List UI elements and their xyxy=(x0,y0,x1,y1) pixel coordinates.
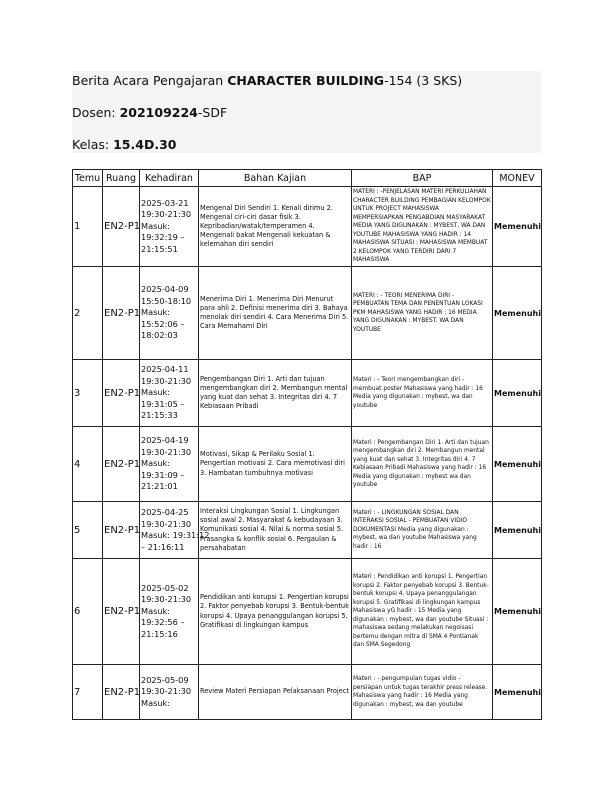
kehadiran-line: 2025-04-11 xyxy=(141,364,189,375)
table-row xyxy=(73,427,542,502)
column-header-monev: MONEV xyxy=(493,170,542,187)
kehadiran-line: 19:30-21:30 xyxy=(141,686,192,697)
kehadiran-line: Masuk: xyxy=(141,605,171,616)
cell-bahan-kajian: Interaksi Lingkungan Sosial 1. Lingkungan sosial awal 2. Masyarakat & kebudayaan 3. Komunikasi sosial 4. Nilai & norma sosial 5. Prasangka & konflik sosial 6. Pergaulan & persahabatan xyxy=(199,502,352,559)
table-row xyxy=(73,502,542,559)
table-row xyxy=(73,360,542,427)
column-header-temu: Temu xyxy=(73,170,103,187)
cell-monev: Memenuhi xyxy=(493,187,542,267)
kehadiran-line: 19:32:56 – xyxy=(141,617,185,628)
kehadiran-line: Masuk: xyxy=(141,307,171,318)
cell-bap: Materi : Pendidikan anti korupsi 1. Pengertian korupsi 2. Faktor penyebab korupsi 3. Bentuk-bentuk korupsi 4. Upaya penanggulangan korupsi 5. Gratifikasi di lingkungan kampus Mahasiswa yG hadir : 15 Media yang digunakan : mybest, wa dan youtube Situasi : mahasiswa sedang melakukan negoisasi bertemu dengan mitra di SMA 4 Pontianak dan SMA Segedong xyxy=(352,559,493,665)
cell-bahan-kajian: Mengenal Diri Sendiri 1. Kenali dirimu 2. Mengenal ciri-ciri dasar fisik 3. Kepribadian/watak/temperamen 4. Mengenali bakat Mengenali kekuatan & kelemahan diri sendiri xyxy=(199,187,352,267)
cell-monev: Memenuhi xyxy=(493,427,542,502)
cell-kehadiran xyxy=(140,502,210,559)
cell-temu: 4 xyxy=(73,427,103,502)
class-line: Kelas: 15.4D.30 xyxy=(72,137,177,152)
column-header-bahan-kajian: Bahan Kajian xyxy=(199,170,352,187)
cell-bap: Materi : - pengumpulan tugas vidio - persiapan untuk tugas terakhir press release. Mahasiswa yang hadir : 16 Media yang digunakan : mybest, wa dan youtube xyxy=(352,665,493,720)
cell-monev: Memenuhi xyxy=(493,360,542,427)
cell-kehadiran xyxy=(140,187,199,267)
kehadiran-line: 15:50-18:10 xyxy=(141,295,192,306)
cell-ruang: EN2-P1 xyxy=(103,427,140,502)
table-row xyxy=(73,665,542,720)
cell-temu: 5 xyxy=(73,502,103,559)
kehadiran-line: 2025-03-21 xyxy=(141,197,189,208)
lecturer-line: Dosen: 202109224-SDF xyxy=(72,105,228,120)
table-header-row xyxy=(73,170,542,187)
kehadiran-line: 19:30-21:30 xyxy=(141,375,192,386)
kehadiran-line: 19:32:19 – xyxy=(141,232,185,243)
column-header-kehadiran: Kehadiran xyxy=(140,170,199,187)
cell-bap: Materi : - Teori mengembangkan diri - membuat poster Mahasiswa yang hadir : 16 Media yang digunakan : mybest, wa dan youtube xyxy=(352,360,493,427)
kehadiran-line: 21:15:33 xyxy=(141,410,178,421)
cell-monev: Memenuhi xyxy=(493,267,542,360)
cell-ruang: EN2-P1 xyxy=(103,187,140,267)
kehadiran-line: 2025-05-09 xyxy=(141,674,189,685)
kehadiran-line: 19:30-21:30 xyxy=(141,446,192,457)
kehadiran-line: Masuk: 19:31:12 xyxy=(141,530,210,540)
kehadiran-line: 18:02:03 xyxy=(141,330,178,341)
kehadiran-line: 21:15:51 xyxy=(141,243,178,254)
cell-kehadiran xyxy=(140,665,199,720)
table-row xyxy=(73,187,542,267)
kehadiran-line: Masuk: xyxy=(141,458,171,469)
cell-temu: 3 xyxy=(73,360,103,427)
column-header-ruang: Ruang xyxy=(103,170,140,187)
kehadiran-line: 19:30-21:30 xyxy=(141,594,192,605)
cell-kehadiran xyxy=(140,267,199,360)
lecturer-id: 202109224 xyxy=(119,105,198,120)
attendance-table xyxy=(72,169,542,720)
cell-bahan-kajian: Menerima Diri 1. Menerima Diri Menurut para ahli 2. Definisi menerima diri 3. Bahaya menolak diri sendiri 4. Cara Menerima Diri 5. Cara Memahami Diri xyxy=(199,267,352,360)
cell-temu: 1 xyxy=(73,187,103,267)
kehadiran-line: 15:52:06 – xyxy=(141,318,185,329)
kehadiran-line: 21:15:16 xyxy=(141,628,178,639)
cell-kehadiran xyxy=(140,559,199,665)
table-row xyxy=(73,559,542,665)
kehadiran-line: 19:30-21:30 xyxy=(141,209,192,220)
cell-ruang: EN2-P1 xyxy=(103,502,140,559)
kehadiran-line: – 21:16:11 xyxy=(141,541,185,552)
column-header-bap: BAP xyxy=(352,170,493,187)
cell-monev: Memenuhi xyxy=(493,559,542,665)
cell-bahan-kajian: Motivasi, Sikap & Perilaku Sosial 1. Pengertian motivasi 2. Cara memotivasi diri 3. Hambatan tumbuhnya motivasi xyxy=(199,427,352,502)
cell-ruang: EN2-P1 xyxy=(103,360,140,427)
cell-temu: 6 xyxy=(73,559,103,665)
class-value: 15.4D.30 xyxy=(113,137,177,152)
cell-bap: Materi : - LINGKUNGAN SOSIAL DAN INTERAKSI SOSIAL - PEMBUATAN VIDIO DOKUMENTASI Media yang digunakan : mybest, wa dan youtube Mahasiswa yang hadir : 16 xyxy=(352,502,493,559)
cell-bap: MATERI : - TEORI MENERIMA DIRI - PEMBUATAN TEMA DAN PENENTUAN LOKASI PKM MAHASISWA YANG HADIR : 16 MEDIA YANG DIGUNAKAN : MYBEST. WA DAN YOUTUBE xyxy=(352,267,493,360)
kehadiran-line: 2025-04-19 xyxy=(141,435,189,446)
kehadiran-line: 2025-04-25 xyxy=(141,507,189,517)
cell-bap: MATERI : -PENJELASAN MATERI PERKULIAHAN CHARACTER BUILDING PEMBAGIAN KELOMPOK UNTUK PROJECT MAHASISWA MEMPERSIAPKAN PENGABDIAN MASYARAKAT MEDIA YANG DIGUNAKAN : MYBEST, WA DAN YOUTUBE MAHASISWA YANG HADIR : 14 MAHASISWA SITUASI : MAHASISWA MEMBUAT 2 KELOMPOK YANG TERDIRI DARI 7 MAHASISWA xyxy=(352,187,493,267)
kehadiran-line: 19:30-21:30 xyxy=(141,518,192,529)
kehadiran-line: 19:31:09 – xyxy=(141,469,185,480)
kehadiran-line: 21:21:01 xyxy=(141,481,178,492)
document-title: Berita Acara Pengajaran CHARACTER BUILDING-154 (3 SKS) xyxy=(72,73,463,88)
cell-ruang: EN2-P1 xyxy=(103,267,140,360)
cell-monev: Memenuhi xyxy=(493,665,542,720)
cell-temu: 7 xyxy=(73,665,103,720)
cell-bap: Materi : Pengembangan Diri 1. Arti dan tujuan mengembangkan diri 2. Membangun mental yang kuat dan sehat 3. Integritas diri 4. 7 Kebiasaan Pribadi Mahasiswa yang hadir : 16 Media yang digunakan : mybest wa dan youtube xyxy=(352,427,493,502)
cell-monev: Memenuhi xyxy=(493,502,542,559)
cell-temu: 2 xyxy=(73,267,103,360)
cell-bahan-kajian: Pendidikan anti korupsi 1. Pengertian korupsi 2. Faktor penyebab korupsi 3. Bentuk-bentuk korupsi 4. Upaya penanggulangan korupsi 5. Gratifikasi di lingkungan kampus xyxy=(199,559,352,665)
cell-kehadiran xyxy=(140,360,199,427)
kehadiran-line: 19:31:05 – xyxy=(141,398,185,409)
kehadiran-line: 2025-04-09 xyxy=(141,284,189,295)
cell-bahan-kajian: Pengembangan Diri 1. Arti dan tujuan mengembangkan diri 2. Membangun mental yang kuat dan sehat 3. Integritas diri 4. 7 Kebiasaan Pribadi xyxy=(199,360,352,427)
cell-ruang: EN2-P1 xyxy=(103,665,140,720)
kehadiran-line: Masuk: xyxy=(141,697,171,708)
kehadiran-line: Masuk: xyxy=(141,220,171,231)
kehadiran-line: 2025-05-02 xyxy=(141,582,189,593)
cell-bahan-kajian: Review Materi Persiapan Pelaksanaan Project xyxy=(199,665,352,720)
course-name: CHARACTER BUILDING xyxy=(227,73,385,88)
table-row xyxy=(73,267,542,360)
cell-ruang: EN2-P1 xyxy=(103,559,140,665)
cell-kehadiran xyxy=(140,427,199,502)
kehadiran-line: Masuk: xyxy=(141,387,171,398)
